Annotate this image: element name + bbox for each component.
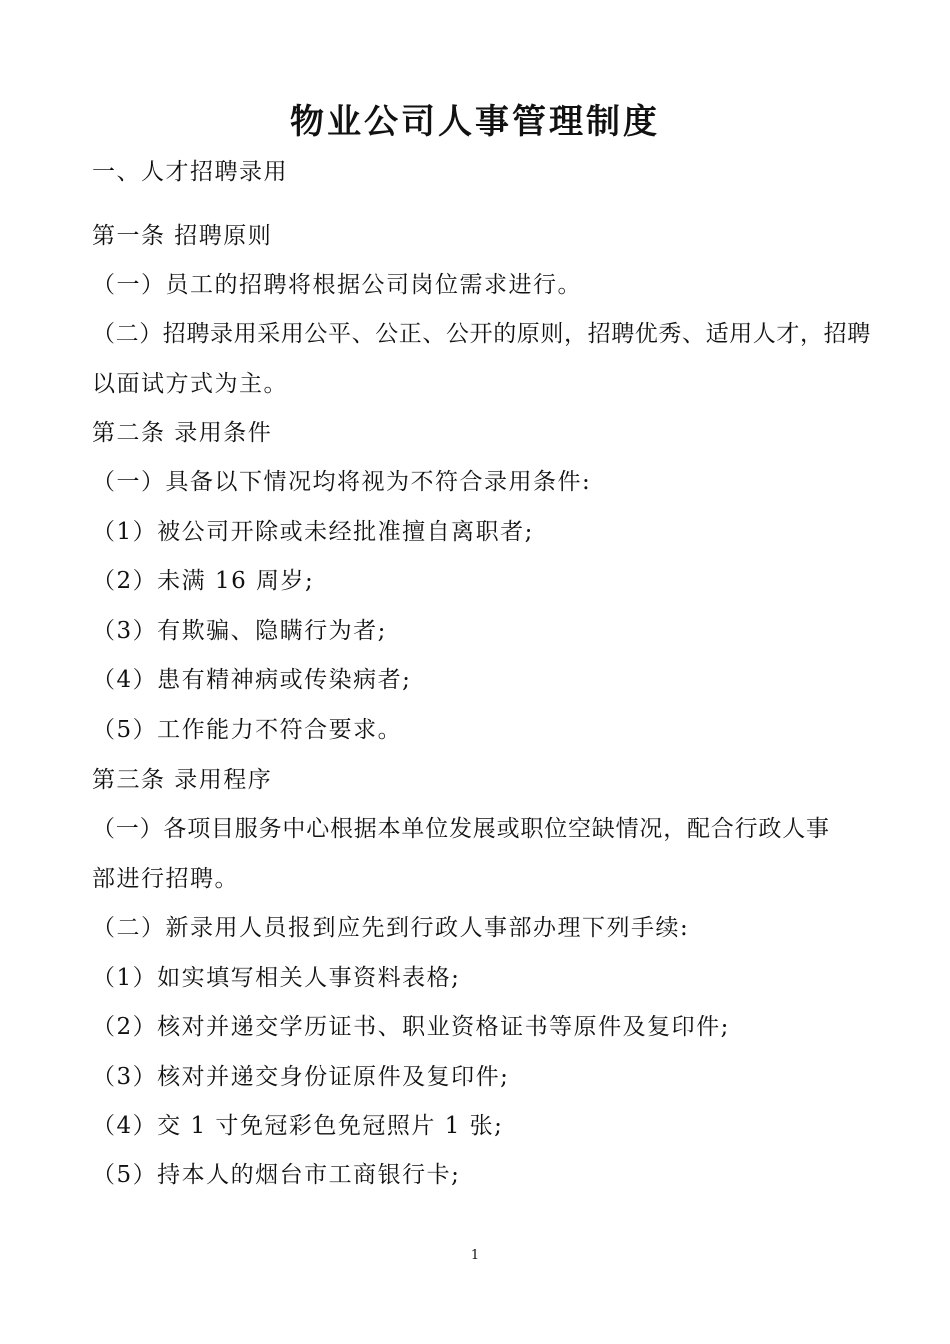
paragraph-line: （一）员工的招聘将根据公司岗位需求进行。 bbox=[92, 272, 582, 298]
list-item: （2）未满 16 周岁; bbox=[92, 568, 315, 594]
list-item: （2）核对并递交学历证书、职业资格证书等原件及复印件; bbox=[92, 1014, 730, 1040]
article-heading: 第三条 录用程序 bbox=[92, 767, 273, 793]
article-heading: 第一条 招聘原则 bbox=[92, 223, 273, 249]
list-item: （1）被公司开除或未经批准擅自离职者; bbox=[92, 519, 534, 545]
paragraph-line: （一）具备以下情况均将视为不符合录用条件: bbox=[92, 469, 592, 495]
article-heading: 第二条 录用条件 bbox=[92, 420, 273, 446]
section-heading: 一、人才招聘录用 bbox=[92, 159, 288, 185]
document-title: 物业公司人事管理制度 bbox=[290, 102, 660, 142]
list-item: （3）核对并递交身份证原件及复印件; bbox=[92, 1064, 510, 1090]
paragraph-line: 以面试方式为主。 bbox=[92, 371, 288, 397]
list-item: （5）持本人的烟台市工商银行卡; bbox=[92, 1162, 461, 1188]
list-item: （5）工作能力不符合要求。 bbox=[92, 717, 403, 743]
list-item: （3）有欺骗、隐瞒行为者; bbox=[92, 618, 387, 644]
list-item: （1）如实填写相关人事资料表格; bbox=[92, 965, 461, 991]
paragraph-line: 部进行招聘。 bbox=[92, 866, 239, 892]
page-number: 1 bbox=[470, 1248, 480, 1263]
paragraph-line: （二）招聘录用采用公平、公正、公开的原则，招聘优秀、适用人才，招聘 bbox=[92, 321, 871, 347]
list-item: （4）患有精神病或传染病者; bbox=[92, 667, 412, 693]
paragraph-line: （二）新录用人员报到应先到行政人事部办理下列手续: bbox=[92, 915, 690, 941]
list-item: （4）交 1 寸免冠彩色免冠照片 1 张; bbox=[92, 1113, 504, 1139]
paragraph-line: （一）各项目服务中心根据本单位发展或职位空缺情况，配合行政人事 bbox=[92, 816, 830, 842]
